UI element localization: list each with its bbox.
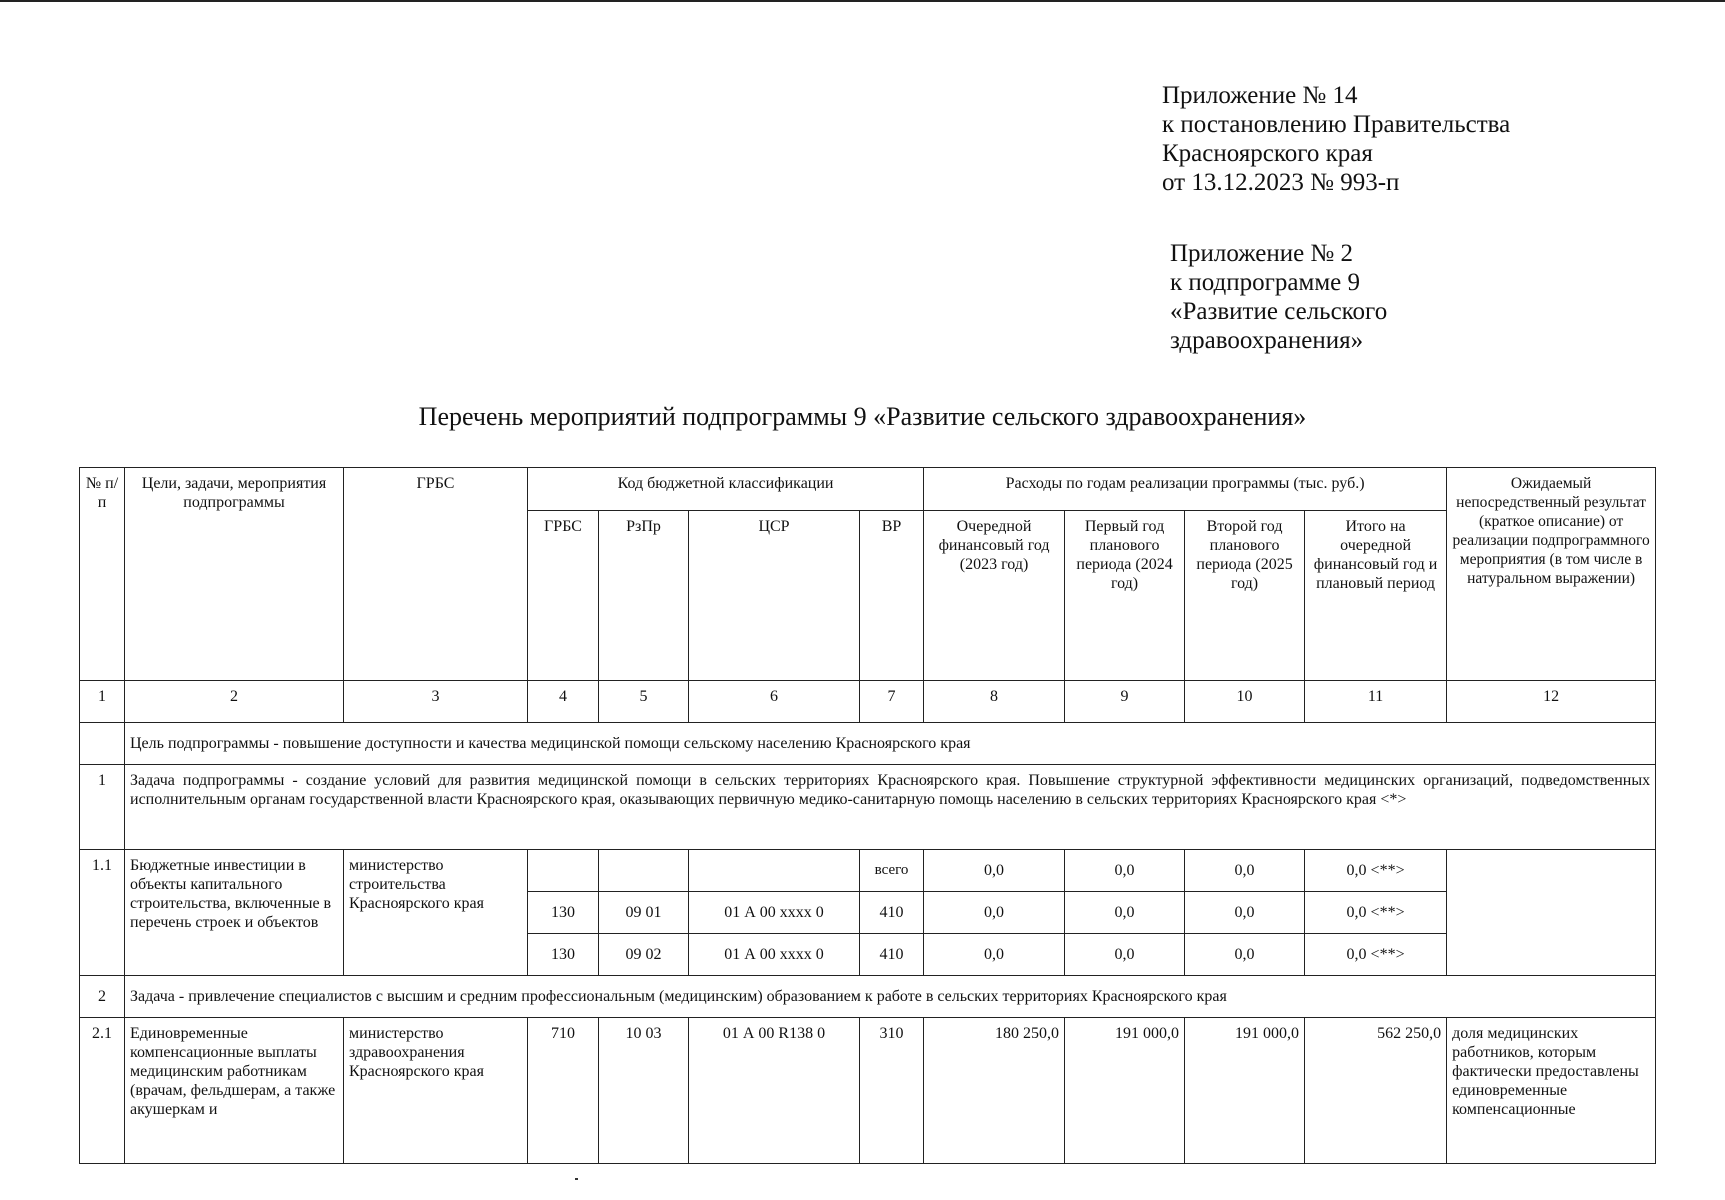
item-2-1-rzpr: 10 03 — [599, 1018, 689, 1164]
header-result: Ожидаемый непосредственный результат (краткое описание) от реализации подпрограммного мероприятия (в том числе в натуральном выражении) — [1447, 468, 1656, 681]
column-number: 2 — [125, 681, 344, 723]
column-number: 12 — [1447, 681, 1656, 723]
task-2-text: Задача - привлечение специалистов с высшим и средним профессиональным (медицинским) образованием к работе в сельских территориях Красноярского края — [125, 976, 1656, 1018]
appendix-2-line: «Развитие сельского — [1170, 298, 1388, 325]
subheader-rzpr: РзПр — [599, 511, 689, 681]
item-1-1-rzpr: 09 02 — [599, 934, 689, 976]
header-budget-code: Код бюджетной классификации — [528, 468, 924, 511]
subheader-grbs: ГРБС — [528, 511, 599, 681]
item-2-1-row — [80, 1018, 1656, 1164]
scan-top-border — [0, 0, 1725, 2]
item-2-1-grbs-name: министерство здравоохранения Красноярского края — [344, 1018, 528, 1164]
column-number: 4 — [528, 681, 599, 723]
column-number: 11 — [1305, 681, 1447, 723]
column-number: 1 — [80, 681, 125, 723]
activities-table — [79, 467, 1656, 1164]
item-1-1-y2023: 0,0 — [924, 934, 1065, 976]
item-1-1-grbs — [528, 850, 599, 892]
subheader-year-2024: Первый год планового периода (2024 год) — [1065, 511, 1185, 681]
item-2-1-y2025: 191 000,0 — [1185, 1018, 1305, 1164]
header-expenses: Расходы по годам реализации программы (тыс. руб.) — [924, 468, 1447, 511]
appendix-14-line: Приложение № 14 — [1162, 82, 1358, 109]
item-1-1-grbs: 130 — [528, 934, 599, 976]
subheader-year-2025: Второй год планового периода (2025 год) — [1185, 511, 1305, 681]
appendix-2-line: к подпрограмме 9 — [1170, 269, 1360, 296]
task-2-num: 2 — [80, 976, 125, 1018]
item-1-1-csr — [689, 850, 860, 892]
subheader-vr: ВР — [860, 511, 924, 681]
item-2-1-vr: 310 — [860, 1018, 924, 1164]
item-2-1-y2023: 180 250,0 — [924, 1018, 1065, 1164]
goal-text: Цель подпрограммы - повышение доступности и качества медицинской помощи сельскому населению Красноярского края — [125, 723, 1656, 765]
item-2-1-y2024: 191 000,0 — [1065, 1018, 1185, 1164]
column-number: 6 — [689, 681, 860, 723]
goal-num-cell — [80, 723, 125, 765]
appendix-2-line: здравоохранения» — [1170, 327, 1364, 354]
task-2-row — [80, 976, 1656, 1018]
document-title: Перечень мероприятий подпрограммы 9 «Развитие сельского здравоохранения» — [418, 402, 1307, 431]
item-1-1-rzpr: 09 01 — [599, 892, 689, 934]
item-1-1-y2024: 0,0 — [1065, 850, 1185, 892]
subheader-total: Итого на очередной финансовый год и плановый период — [1305, 511, 1447, 681]
item-2-1-total: 562 250,0 — [1305, 1018, 1447, 1164]
item-1-1-total: 0,0 <**> — [1305, 850, 1447, 892]
item-1-1-y2024: 0,0 — [1065, 934, 1185, 976]
header-goals: Цели, задачи, мероприятия подпрограммы — [125, 468, 344, 681]
column-number: 5 — [599, 681, 689, 723]
appendix-14-line: Красноярского края — [1162, 140, 1373, 167]
subheader-year-2023: Очередной финансовый год (2023 год) — [924, 511, 1065, 681]
item-2-1-csr: 01 А 00 R138 0 — [689, 1018, 860, 1164]
item-2-1-name: Единовременные компенсационные выплаты медицинским работникам (врачам, фельдшерам, а также акушеркам и — [125, 1018, 344, 1164]
appendix-14-block — [1162, 81, 1510, 197]
item-1-1-rzpr — [599, 850, 689, 892]
appendix-2-line: Приложение № 2 — [1170, 240, 1354, 267]
header-num: № п/п — [80, 468, 125, 681]
header-row-1 — [80, 468, 1656, 511]
item-1-1-y2023: 0,0 — [924, 850, 1065, 892]
item-1-1-total: 0,0 <**> — [1305, 892, 1447, 934]
item-1-1-result — [1447, 850, 1656, 976]
item-1-1-y2025: 0,0 — [1185, 892, 1305, 934]
item-1-1-y2025: 0,0 — [1185, 850, 1305, 892]
item-1-1-y2025: 0,0 — [1185, 934, 1305, 976]
item-1-1-name: Бюджетные инвестиции в объекты капитального строительства, включенные в перечень строек и объектов — [125, 850, 344, 976]
appendix-14-line: к постановлению Правительства — [1162, 111, 1511, 138]
column-number: 7 — [860, 681, 924, 723]
appendix-2-block — [1170, 239, 1387, 355]
column-number: 9 — [1065, 681, 1185, 723]
subheader-csr: ЦСР — [689, 511, 860, 681]
item-2-1-result: доля медицинских работников, которым фактически предоставлены единовременные компенсационные — [1447, 1018, 1656, 1164]
column-number-row — [80, 681, 1656, 723]
item-1-1-csr: 01 А 00 xxxx 0 — [689, 934, 860, 976]
column-number: 8 — [924, 681, 1065, 723]
column-number: 10 — [1185, 681, 1305, 723]
goal-row — [80, 723, 1656, 765]
item-1-1-vr: всего — [860, 850, 924, 892]
item-2-1-num: 2.1 — [80, 1018, 125, 1164]
task-1-text: Задача подпрограммы - создание условий для развития медицинской помощи в сельских территориях Красноярского края. Повышение структурной эффективности медицинских организаций, подведомственных исполнительным органам государственной власти Красноярского края, оказывающих первичную медико-санитарную помощь населению в сельских территориях Красноярского края <*> — [125, 765, 1656, 850]
item-2-1-grbs: 710 — [528, 1018, 599, 1164]
item-1-1-grbs: 130 — [528, 892, 599, 934]
item-1-1-total: 0,0 <**> — [1305, 934, 1447, 976]
item-1-1-grbs-name: министерство строительства Красноярского края — [344, 850, 528, 976]
item-1-1-num: 1.1 — [80, 850, 125, 976]
item-1-1-y2023: 0,0 — [924, 892, 1065, 934]
column-number: 3 — [344, 681, 528, 723]
item-1-1-row-total — [80, 850, 1656, 892]
item-1-1-y2024: 0,0 — [1065, 892, 1185, 934]
item-1-1-vr: 410 — [860, 892, 924, 934]
scan-speck — [575, 1178, 578, 1180]
task-1-num: 1 — [80, 765, 125, 850]
header-grbs: ГРБС — [344, 468, 528, 681]
appendix-14-line: от 13.12.2023 № 993-п — [1162, 169, 1400, 196]
item-1-1-vr: 410 — [860, 934, 924, 976]
task-1-row — [80, 765, 1656, 850]
item-1-1-csr: 01 А 00 xxxx 0 — [689, 892, 860, 934]
